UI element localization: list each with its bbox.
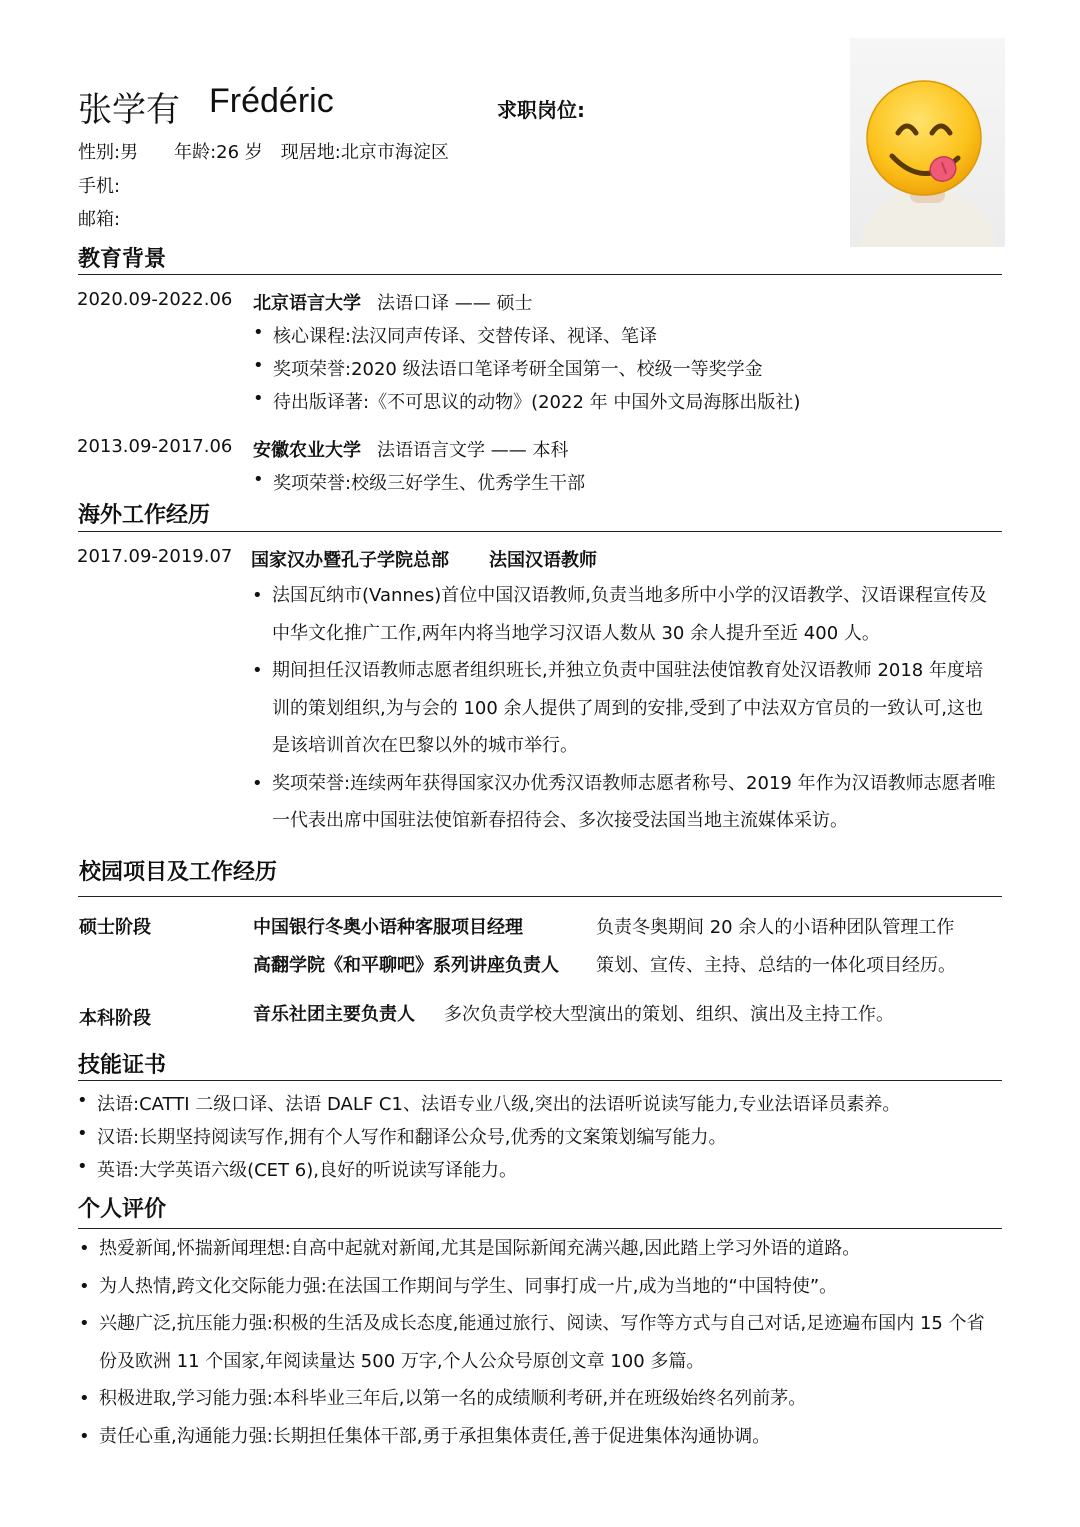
section-title-overseas-work: 海外工作经历 <box>78 503 211 528</box>
campus-master-desc-2: 策划、宣传、主持、总结的一体化项目经历。 <box>596 955 956 976</box>
education-bullet: • 奖项荣誉:校级三好学生、优秀学生干部 <box>273 469 585 495</box>
name-chinese: 张学有 <box>78 90 180 130</box>
name-french: Frédéric <box>209 82 334 120</box>
campus-bachelor-label: 本科阶段 <box>79 1008 151 1029</box>
education-bullet: • 待出版译著:《不可思议的动物》(2022 年 中国外文局海豚出版社) <box>273 388 800 414</box>
profile-photo <box>850 38 1005 247</box>
section-divider <box>78 274 1002 275</box>
campus-bachelor-desc: 多次负责学校大型演出的策划、组织、演出及主持工作。 <box>444 1004 894 1025</box>
self-evaluation-bullets <box>99 1230 999 1455</box>
self-eval-bullet: • 积极进取,学习能力强:本科毕业三年后,以第一名的成绩顺利考研,并在班级始终名列前茅。 <box>99 1380 999 1418</box>
section-title-self-evaluation: 个人评价 <box>78 1197 167 1222</box>
section-title-skills: 技能证书 <box>78 1053 167 1078</box>
section-divider <box>78 531 1002 532</box>
face-savoring-food-emoji-icon <box>850 38 1005 247</box>
education-school-2: 安徽农业大学 <box>253 440 361 461</box>
self-eval-bullet: • 热爱新闻,怀揣新闻理想:自高中起就对新闻,尤其是国际新闻充满兴趣,因此踏上学习外语的道路。 <box>99 1230 999 1268</box>
skill-bullet: • 法语:CATTI 二级口译、法语 DALF C1、法语专业八级,突出的法语听说读写能力,专业法语译员素养。 <box>97 1090 900 1116</box>
education-bullet: • 核心课程:法汉同声传译、交替传译、视译、笔译 <box>273 322 657 348</box>
overseas-org: 国家汉办暨孔子学院总部 <box>251 550 449 571</box>
section-title-campus: 校园项目及工作经历 <box>79 860 278 885</box>
basic-info-line: 性别:男 年龄:26 岁 现居地:北京市海淀区 <box>78 142 449 163</box>
education-school-1: 北京语言大学 <box>253 293 361 314</box>
overseas-role: 法国汉语教师 <box>489 550 597 571</box>
overseas-bullet: • 法国瓦纳市(Vannes)首位中国汉语教师,负责当地多所中小学的汉语教学、汉语课程宣传及中华文化推广工作,两年内将当地学习汉语人数从 30 余人提升至近 400 人。 <box>272 577 997 652</box>
education-major-1: 法语口译 —— 硕士 <box>377 293 533 314</box>
email-label: 邮箱: <box>78 209 121 230</box>
campus-master-desc-1: 负责冬奥期间 20 余人的小语种团队管理工作 <box>596 917 955 938</box>
skill-bullet: • 汉语:长期坚持阅读写作,拥有个人写作和翻译公众号,优秀的文案策划编写能力。 <box>97 1123 727 1149</box>
overseas-bullet: • 期间担任汉语教师志愿者组织班长,并独立负责中国驻法使馆教育处汉语教师 2018 年度培训的策划组织,为与会的 100 余人提供了周到的安排,受到了中法双方官员的一致认可,这也是该培训首次在巴黎以外的城市举行。 <box>272 652 997 765</box>
skill-bullet: • 英语:大学英语六级(CET 6),良好的听说读写译能力。 <box>97 1156 517 1182</box>
education-date-2: 2013.09-2017.06 <box>77 436 233 457</box>
section-title-education: 教育背景 <box>78 247 167 272</box>
self-eval-bullet: • 为人热情,跨文化交际能力强:在法国工作期间与学生、同事打成一片,成为当地的“中国特使”。 <box>99 1268 999 1306</box>
self-eval-bullet: • 兴趣广泛,抗压能力强:积极的生活及成长态度,能通过旅行、阅读、写作等方式与自己对话,足迹遍布国内 15 个省份及欧洲 11 个国家,年阅读量达 500 万字,个人公众号原创文章 100 多篇。 <box>99 1305 999 1380</box>
section-divider <box>78 1228 1002 1229</box>
job-position-label: 求职岗位: <box>497 98 585 122</box>
education-bullet: • 奖项荣誉:2020 级法语口笔译考研全国第一、校级一等奖学金 <box>273 355 763 381</box>
overseas-bullet: • 奖项荣誉:连续两年获得国家汉办优秀汉语教师志愿者称号、2019 年作为汉语教师志愿者唯一代表出席中国驻法使馆新春招待会、多次接受法国当地主流媒体采访。 <box>272 765 997 840</box>
overseas-date: 2017.09-2019.07 <box>77 546 233 567</box>
overseas-bullets <box>272 577 997 840</box>
education-major-2: 法语语言文学 —— 本科 <box>377 440 569 461</box>
section-divider <box>78 1080 1002 1081</box>
phone-label: 手机: <box>78 176 121 197</box>
education-date-1: 2020.09-2022.06 <box>77 289 233 310</box>
campus-bachelor-role: 音乐社团主要负责人 <box>253 1004 415 1025</box>
campus-master-label: 硕士阶段 <box>79 917 151 938</box>
self-eval-bullet: • 责任心重,沟通能力强:长期担任集体干部,勇于承担集体责任,善于促进集体沟通协调。 <box>99 1418 999 1456</box>
campus-master-role-2: 高翻学院《和平聊吧》系列讲座负责人 <box>253 955 559 976</box>
section-divider <box>78 896 1002 897</box>
campus-master-role-1: 中国银行冬奥小语种客服项目经理 <box>253 917 523 938</box>
